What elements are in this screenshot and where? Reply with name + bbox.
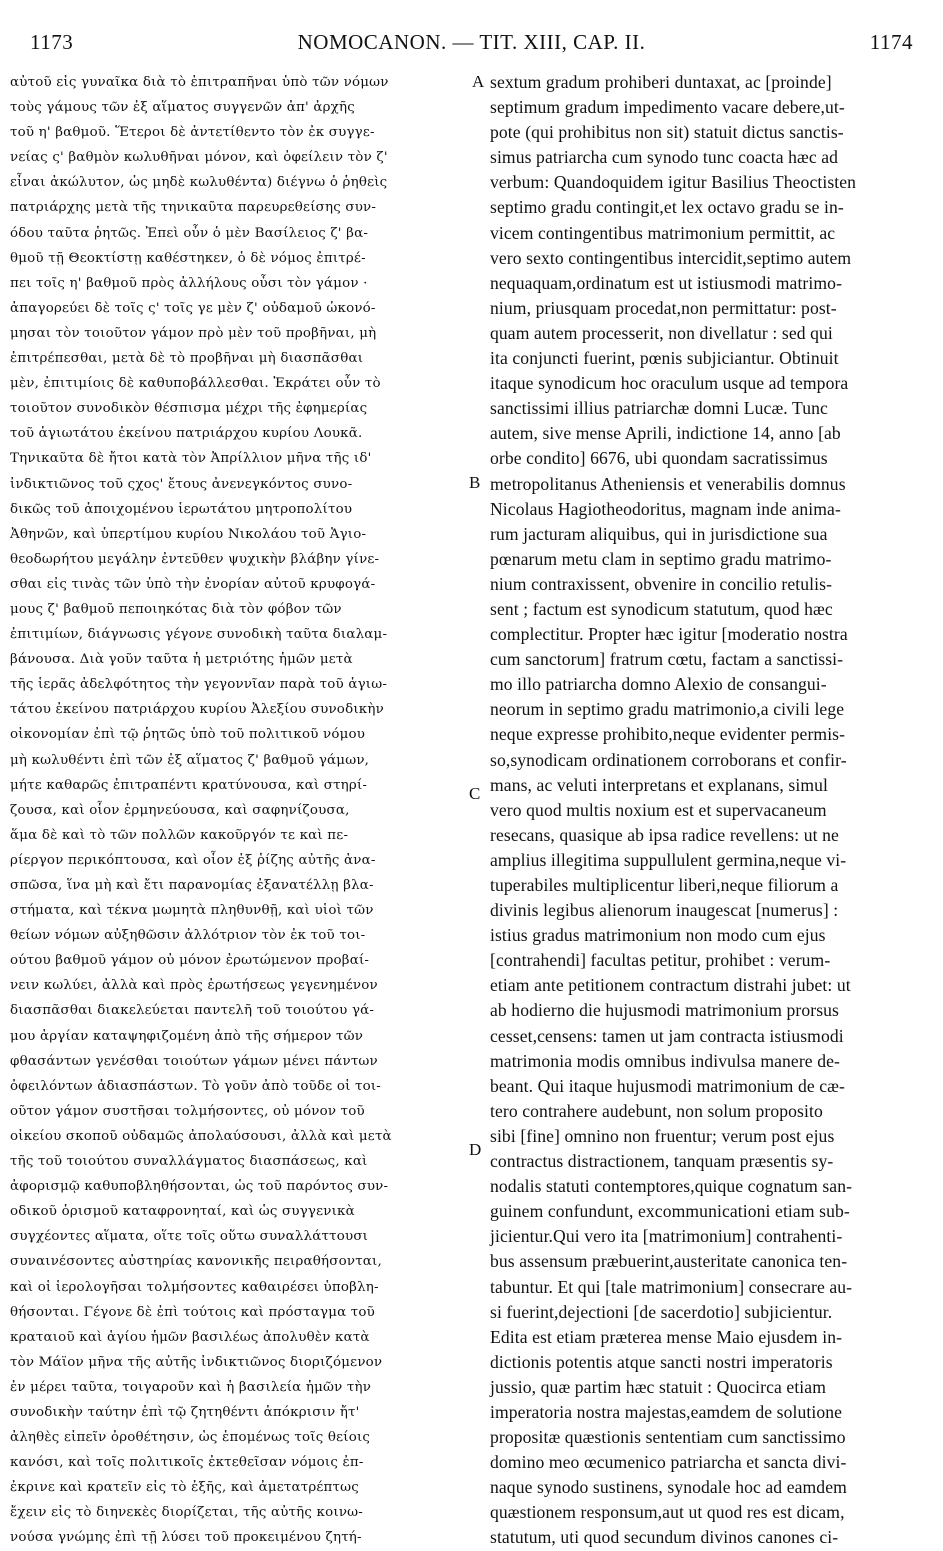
greek-text-line: αὐτοῦ εἰς γυναῖκα διὰ τὸ ἐπιτραπῆναι ὑπὸ τῶν νόμων	[10, 75, 389, 90]
latin-text-line: istius gradus matrimonium non modo cum ejus	[490, 925, 826, 946]
latin-text-line: neque expresse prohibito,neque evidenter permis-	[490, 724, 846, 745]
latin-text-line: tero contrahere audebunt, non solum proposito	[490, 1100, 823, 1121]
latin-text-line: dictionis potentis atque sancti nostri imperatoris	[490, 1351, 833, 1372]
latin-text-column	[490, 70, 936, 1548]
greek-text-line: κραταιοῦ καὶ ἁγίου ἡμῶν βασιλέως ἀπολυθὲν κατὰ	[10, 1329, 370, 1345]
latin-text-line: cesset,censens: tamen ut jam contracta istiusmodi	[490, 1025, 844, 1046]
latin-text-line: domino meo œcumenico patriarcha et sancta divi-	[490, 1452, 847, 1473]
greek-text-line: τῆς ἱερᾶς ἀδελφότητος τὴν γεγοννῖαν παρὰ τοῦ ἁγιω-	[10, 677, 388, 693]
greek-text-line: σπῶσα, ἵνα μὴ καὶ ἔτι παρανομίας ἐξανατέλλῃ βλα-	[10, 878, 374, 893]
greek-text-line: θεοδωρήτου μεγάλην ἐντεῦθεν ψυχικὴν βλάβην γίνε-	[10, 551, 380, 567]
latin-text-line: ita conjuncti fuerint, pœnis subjiciantur. Obtinuit	[490, 348, 839, 369]
greek-text-line: νείας ς' βαθμὸν κωλυθῆναι μόνον, καὶ ὀφείλειν τὸν ζ'	[10, 150, 388, 166]
latin-text-line: cum sanctorum] fratrum cœtu, factam a sanctissi-	[490, 649, 844, 670]
greek-text-line: μήτε καθαρῶς ἐπιτραπέντι κρατύνουσα, καὶ στηρί-	[10, 777, 368, 793]
section-marker-d: D	[469, 1140, 482, 1159]
greek-text-line: δικῶς τοῦ ἀποιχομένου ἱερωτάτου μητροπολίτου	[10, 501, 353, 517]
section-marker-b: B	[469, 473, 481, 492]
right-page-number: 1174	[869, 30, 913, 54]
greek-text-line: οἰκονομίαν ἐπὶ τῷ ῥητῶς ὑπὸ τοῦ πολιτικοῦ νόμου	[10, 727, 366, 743]
greek-text-line: Ἀθηνῶν, καὶ ὑπερτίμου κυρίου Νικολάου τοῦ Ἁγιο-	[10, 526, 367, 542]
greek-text-line: οἰκείου σκοποῦ οὐδαμῶς ἀπολαύσουσι, ἀλλὰ καὶ μετὰ	[10, 1128, 392, 1144]
latin-text-line: simus patriarcha cum synodo tunc coacta hæc ad	[490, 147, 839, 168]
greek-text-line: πει τοῖς η' βαθμοῦ πρὸς ἀλλήλους οὖσι τὸν γάμον ·	[10, 275, 368, 291]
greek-text-line: εἶναι ἀκώλυτον, ὡς μηδὲ κωλυθέντα) διέγνω ὁ ῥηθεὶς	[10, 175, 388, 191]
greek-text-line: πατριάρχης μετὰ τῆς τηνικαῦτα παρευρεθείσης συν-	[10, 200, 377, 216]
latin-text-line: metropolitanus Atheniensis et venerabilis domnus	[490, 473, 846, 494]
latin-text-line: septimo gradu contingit,et lex octavo gradu se in-	[490, 197, 844, 218]
greek-text-line: οδικοῦ ὁρισμοῦ καταφρονηταί, καὶ ὡς συγγενικὰ	[10, 1204, 355, 1220]
latin-text-line: sent ; factum est synodicum statutum, quod hæc	[490, 598, 833, 619]
left-page-number: 1173	[30, 30, 74, 54]
greek-text-line: ούτου βαθμοῦ γάμον οὐ μόνον ἐρωτώμενον προβαί-	[10, 953, 370, 969]
greek-text-line: ἐκρινε καὶ κρατεῖν εἰς τὸ ἑξῆς, καὶ ἀμετατρέπτως	[10, 1480, 359, 1496]
latin-text-line: guinem confundunt, excommunicationi etiam sub-	[490, 1201, 850, 1222]
latin-text-line: nium, priusquam procedat,non permittatur: post-	[490, 297, 837, 318]
greek-text-line: νειν κωλύει, ἀλλὰ καὶ πρὸς ἐρωτήσεως γεγενημένον	[10, 978, 378, 994]
greek-text-line: μου ἀργίαν καταψηφιζομένη ἀπὸ τῆς σήμερον τῶν	[10, 1028, 364, 1044]
greek-text-line: μους ζ' βαθμοῦ πεποιηκότας διὰ τὸν φόβον τῶν	[10, 601, 342, 617]
latin-text-line: divinis legibus alienorum inaugescat [numerus] :	[490, 900, 839, 921]
latin-text-line: jicientur.Qui vero ita [matrimonium] contrahenti-	[490, 1226, 843, 1247]
latin-text-line: tabuntur. Et qui [tale matrimonium] consecrare au-	[490, 1276, 853, 1297]
latin-text-line: rum jacturam aliquibus, qui in jurisdictione sua	[490, 523, 828, 544]
latin-text-line: jussio, quæ partim hæc statuit : Quocirca etiam	[490, 1376, 826, 1397]
greek-text-line: μησαι τὸν τοιοῦτον γάμον πρὸ μὲν τοῦ προβῆναι, μὴ	[10, 325, 377, 341]
greek-text-line: καὶ οἱ ἱερολογῆσαι τολμήσοντες καθαιρέσει ὑποβλη-	[10, 1279, 379, 1295]
greek-text-line: ζουσα, καὶ οἷον ἑρμηνεύουσα, καὶ σαφηνίζουσα,	[10, 802, 350, 818]
greek-text-line: φθασάντων γενέσθαι τοιούτων γάμων μένει πάντων	[10, 1053, 378, 1069]
greek-text-line: ὀφειλόντων ἀδιασπάστων. Τὸ γοῦν ἀπὸ τοῦδε οἱ τοι-	[10, 1078, 382, 1094]
latin-text-line: complectitur. Propter hæc igitur [moderatio nostra	[490, 624, 848, 645]
greek-text-line: ἰνδικτιῶνος τοῦ ςχος' ἔτους ἀνενεγκόντος συνο-	[10, 476, 353, 492]
greek-text-line: ἐν μέρει ταῦτα, τοιγαροῦν καὶ ἡ βασιλεία ἡμῶν τὴν	[10, 1379, 372, 1395]
greek-text-line: μὴ κωλυθέντι ἐπὶ τῶν ἐξ αἵματος ζ' βαθμοῦ γάμων,	[10, 752, 370, 768]
greek-text-line: ἐπιτρέπεσθαι, μετὰ δὲ τὸ προβῆναι μὴ διασπᾶσθαι	[10, 351, 364, 367]
header-title: NOMOCANON. — TIT. XIII, CAP. II.	[297, 30, 646, 54]
greek-text-line: ἀφορισμῷ καθυποβληθήσονται, ὡς τοῦ παρόντος συν-	[10, 1179, 389, 1195]
latin-text-line: nium contraxissent, obvenire in concilio retulis-	[490, 573, 833, 594]
latin-text-line: statutum, uti quod secundum divinos canones ci-	[490, 1527, 839, 1548]
greek-text-line: θμοῦ τῇ Θεοκτίστῃ καθέστηκεν, ὁ δὲ νόμος ἐπιτρέ-	[10, 250, 366, 266]
latin-text-line: mans, ac veluti interpretans et explanans, simul	[490, 774, 829, 795]
latin-text-line: sibi [fine] omnino non fruentur; verum post ejus	[490, 1125, 835, 1146]
latin-text-line: Edita est etiam præterea mense Maio ejusdem in-	[490, 1326, 843, 1347]
latin-text-line: quam autem processerit, non divellatur : sed qui	[490, 322, 833, 343]
latin-text-line: autem, sive mense Aprili, indictione 14, anno [ab	[490, 423, 841, 444]
greek-text-line: οῦτον γάμον συστῆσαι τολμήσοντες, οὐ μόνον τοῦ	[10, 1103, 365, 1119]
greek-text-line: ἅμα δὲ καὶ τὸ τῶν πολλῶν κακοῦργόν τε καὶ πε-	[10, 827, 349, 843]
latin-text-line: pœnarum metu clam in septimo gradu matrimo-	[490, 548, 832, 569]
latin-text-line: septimum gradum impedimento vacare debere,ut-	[490, 97, 845, 118]
latin-text-line: naque synodo sustinens, synodale hoc ad eamdem	[490, 1477, 847, 1498]
latin-text-line: amplius illegitima suppullulent germina,neque vi-	[490, 849, 847, 870]
greek-text-line: ρίεργον περικόπτουσα, καὶ οἷον ἐξ ῥίζης αὐτῆς ἀνα-	[10, 852, 376, 868]
greek-text-line: θήσονται. Γέγονε δὲ ἐπὶ τούτοις καὶ πρόσταγμα τοῦ	[10, 1304, 376, 1320]
latin-text-line: mo illo patriarcha domno Alexio de consangui-	[490, 674, 827, 695]
latin-text-line: imperatoria nostra majestas,eamdem de solutione	[490, 1401, 843, 1422]
latin-text-line: neorum in septimo gradu matrimonio,a civili lege	[490, 699, 845, 720]
greek-text-line: νούσα γνώμης ἐπὶ τῇ λύσει τοῦ προκειμένου ζητή-	[10, 1530, 362, 1546]
greek-text-line: μὲν, ἐπιτιμίοις δὲ καθυποβάλλεσθαι. Ἐκράτει οὖν τὸ	[10, 376, 381, 392]
greek-text-line: διασπᾶσθαι διακελεύεται παντελῆ τοῦ τοιούτου γά-	[10, 1003, 375, 1019]
greek-text-line: συγχέοντες αἵματα, οἵτε τοῖς οὕτω συναλλάττουσι	[10, 1229, 369, 1245]
latin-text-line: propositæ quæstionis sententiam cum sanctissimo	[490, 1427, 846, 1448]
greek-text-line: Τηνικαῦτα δὲ ἤτοι κατὰ τὸν Ἀπρίλλιον μῆνα τῆς ιδ'	[10, 451, 372, 467]
latin-text-line: quæstionem responsum,aut ut quod res est dicam,	[490, 1502, 845, 1523]
running-header	[26, 30, 917, 62]
latin-text-line: matrimonia modis omnibus indivulsa manere de-	[490, 1050, 840, 1071]
latin-text-line: nequaquam,ordinatum est ut istiusmodi matrimo-	[490, 272, 843, 293]
greek-text-line: στήματα, καὶ τέκνα μωμητὰ πληθυνθῇ, καὶ υἱοὶ τῶν	[10, 903, 374, 919]
latin-text-line: etiam ante petitionem contractum distrahi jubet: ut	[490, 975, 851, 996]
greek-text-line: συναινέσοντες αὐστηρίας κανονικῆς πειραθήσονται,	[10, 1254, 382, 1270]
latin-text-line: vero sexto contingentibus intercidit,septimo autem	[490, 247, 852, 268]
latin-text-line: si fuerint,dejectioni [de sacerdotio] subjicientur.	[490, 1301, 833, 1322]
greek-text-line: θείων νόμων αὐξηθῶσιν ἀλλότριον τὸν ἐκ τοῦ τοι-	[10, 928, 366, 944]
greek-text-line: ἀπαγορεύει δὲ τοῖς ς' τοῖς γε μὲν ζ' οὐδαμοῦ ὠκονό-	[10, 300, 376, 316]
latin-text-line: beant. Qui itaque hujusmodi matrimonium de cæ-	[490, 1075, 845, 1096]
greek-text-line: όδου ταῦτα ῥητῶς. Ἐπεὶ οὖν ὁ μὲν Βασίλειος ζ' βα-	[10, 225, 369, 241]
latin-text-line: contractus distractionem, tanquam præsentis sy-	[490, 1151, 834, 1172]
section-marker-a: A	[472, 72, 485, 91]
greek-text-line: βάνουσα. Διὰ γοῦν ταῦτα ἡ μετριότης ἡμῶν μετὰ	[10, 652, 353, 668]
latin-text-line: nodalis statuti contemptores,quique cognatum san-	[490, 1176, 853, 1197]
greek-text-line: κανόσι, καὶ τοῖς πολιτικοῖς ἐκτεθεῖσαν νόμοις ἐπ-	[10, 1455, 364, 1471]
greek-text-line: τοῦ η' βαθμοῦ. Ἕτεροι δὲ ἀντετίθεντο τὸν ἐκ συγγε-	[10, 125, 375, 141]
latin-text-line: ab hodierno die hujusmodi matrimonium prorsus	[490, 1000, 840, 1021]
greek-text-line: συνοδικὴν ταύτην ἐπὶ τῷ ζητηθέντι ἀπόκρισιν ἤτ'	[10, 1404, 360, 1420]
latin-text-line: sanctissimi illius patriarchæ domni Lucæ. Tunc	[490, 398, 828, 419]
latin-text-line: resecans, quasique ab ipsa radice revellens: ut ne	[490, 824, 839, 845]
latin-text-line: [contrahendi] facultas petitur, prohibet : verum-	[490, 950, 831, 971]
greek-text-line: ἔχειν εἰς τὸ διηνεκὲς διορίζεται, τῆς αὐτῆς κοινω-	[10, 1505, 364, 1521]
greek-text-line: τὸν Μάϊον μῆνα τῆς αὐτῆς ἰνδικτιῶνος διοριζόμενον	[10, 1354, 383, 1370]
section-marker-c: C	[469, 784, 481, 803]
latin-text-line: bus assensum præbuerint,austeritate canonica ten-	[490, 1251, 848, 1272]
greek-text-line: ἐπιτιμίων, διάγνωσις γέγονε συνοδικὴ ταῦτα διαλαμ-	[10, 627, 388, 643]
latin-text-line: pote (qui prohibitus non sit) statuit dictus sanctis-	[490, 122, 844, 143]
latin-text-line: vicem contingentibus matrimonium permittit, ac	[490, 222, 836, 243]
latin-text-line: orbe condito] 6676, ubi quondam sacratissimus	[490, 448, 828, 469]
greek-text-line: σθαι εἰς τινὰς τῶν ὑπὸ τὴν ἐνορίαν αὐτοῦ κρυφογά-	[10, 576, 376, 592]
latin-text-line: verbum: Quandoquidem igitur Basilius Theoctisten	[490, 172, 857, 193]
latin-text-line: itaque synodicum hoc oraculum usque ad tempora	[490, 373, 849, 394]
latin-text-line: Nicolaus Hagiotheodoritus, magnam inde anima-	[490, 498, 841, 519]
latin-text-line: tuperabiles multiplicentur liberi,neque filiorum a	[490, 875, 839, 895]
latin-text-line: so,synodicam ordinationem corroborans et confir-	[490, 749, 847, 770]
greek-text-line: τάτου ἐκείνου πατριάρχου κυρίου Ἀλεξίου συνοδικὴν	[10, 702, 384, 718]
greek-text-line: τῆς τοῦ τοιούτου συναλλάγματος διασπάσεως, καὶ	[10, 1154, 368, 1170]
latin-text-line: sextum gradum prohiberi duntaxat, ac [proinde]	[490, 72, 832, 92]
greek-text-line: τοὺς γάμους τῶν ἐξ αἵματος συγγενῶν ἀπ' ἀρχῆς	[10, 100, 355, 116]
greek-text-line: τοιοῦτον συνοδικὸν θέσπισμα μέχρι τῆς ἐφημερίας	[10, 401, 368, 417]
greek-text-line: τοῦ ἁγιωτάτου ἐκείνου πατριάρχου κυρίου Λουκᾶ.	[10, 426, 363, 442]
greek-text-line: ἀληθὲς εἰπεῖν ὀροθέτησιν, ὡς ἑπομένως τοῖς θείοις	[10, 1430, 371, 1446]
latin-text-line: vero quod multis noxium est et supervacaneum	[490, 799, 827, 820]
greek-text-column	[10, 70, 481, 1546]
